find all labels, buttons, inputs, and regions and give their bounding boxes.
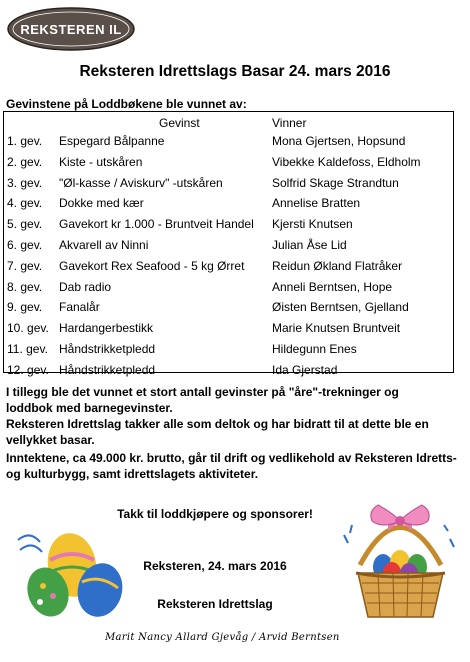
- logo-text: REKSTEREN IL: [20, 22, 122, 37]
- table-row: [4, 300, 453, 318]
- prize-name: Dokke med kær: [59, 196, 144, 211]
- intro-text: Gevinstene på Loddbøkene ble vunnet av:: [6, 97, 247, 111]
- paragraph-extra-prizes: [6, 384, 399, 416]
- prize-name: Kiste - utskåren: [59, 154, 143, 169]
- winner-name: Anneli Berntsen, Hope: [272, 279, 393, 294]
- easter-eggs-illustration: [10, 510, 130, 620]
- reksteren-logo: [6, 6, 136, 52]
- text-line: vellykket basar.: [6, 433, 95, 447]
- table-row: [4, 280, 453, 298]
- prize-rank: 9. gev.: [7, 300, 43, 315]
- table-row: [4, 321, 453, 339]
- organization-name: Reksteren Idrettslag: [157, 597, 273, 611]
- prize-rank: 1. gev.: [7, 134, 43, 148]
- winner-name: Ida Gjerstad: [272, 362, 338, 377]
- paragraph-thanks: [6, 416, 429, 448]
- prize-name: Gavekort Rex Seafood - 5 kg Ørret: [59, 258, 245, 273]
- table-row: [4, 134, 453, 152]
- prize-table: [3, 111, 454, 377]
- prize-name: Gavekort kr 1.000 - Bruntveit Handel: [59, 217, 254, 232]
- prize-name: Espegard Bålpanne: [59, 134, 165, 148]
- winner-name: Julian Åse Lid: [272, 238, 347, 252]
- winner-name: Øisten Berntsen, Gjelland: [272, 300, 409, 315]
- prize-rank: 10. gev.: [7, 321, 49, 336]
- signatures: Marit Nancy Allard Gjevåg / Arvid Berntsen: [105, 632, 340, 643]
- thanks-sponsors: Takk til loddkjøpere og sponsorer!: [117, 507, 313, 521]
- prize-rank: 2. gev.: [7, 154, 43, 169]
- winner-name: Mona Gjertsen, Hopsund: [272, 134, 406, 148]
- prize-rank: 12. gev.: [7, 362, 49, 377]
- text-line: Reksteren Idrettslag takker alle som deltok og har bidratt til at dette ble en: [6, 417, 429, 431]
- prize-rank: 11. gev.: [7, 342, 48, 356]
- header-winner: Vinner: [272, 116, 307, 130]
- winner-name: Marie Knutsen Bruntveit: [272, 321, 401, 336]
- text-line: I tillegg ble det vunnet et stort antall gevinster på "åre"-trekninger og: [6, 385, 399, 399]
- prize-name: Håndstrikketpledd: [59, 342, 156, 356]
- winner-name: Solfrid Skage Strandtun: [272, 175, 399, 190]
- prize-name: Dab radio: [59, 279, 112, 294]
- winner-name: Reidun Økland Flatråker: [272, 258, 403, 273]
- text-line: Inntektene, ca 49.000 kr. brutto, går til drift og vedlikehold av Reksteren Idretts-: [6, 451, 457, 465]
- prize-name: Hardangerbestikk: [59, 321, 154, 336]
- winner-name: Vibekke Kaldefoss, Eldholm: [272, 154, 421, 169]
- text-line: loddbok med barnegevinster.: [6, 401, 173, 415]
- prize-rank: 3. gev.: [7, 175, 43, 190]
- winner-name: Annelise Bratten: [272, 196, 361, 211]
- table-row: [4, 363, 453, 381]
- easter-basket-illustration: [338, 495, 463, 625]
- paragraph-income: [6, 450, 457, 482]
- prize-name: Akvarell av Ninni: [59, 238, 149, 252]
- prize-rank: 7. gev.: [7, 258, 43, 273]
- text-line: og kulturbygg, samt idrettslagets aktiviteter.: [6, 467, 259, 481]
- prize-rank: 4. gev.: [7, 196, 43, 211]
- prize-rank: 8. gev.: [7, 279, 43, 294]
- prize-rank: 5. gev.: [7, 217, 43, 232]
- table-row: [4, 217, 453, 235]
- prize-name: "Øl-kasse / Aviskurv" -utskåren: [59, 175, 223, 190]
- table-row: [4, 342, 453, 360]
- table-row: [4, 176, 453, 194]
- page-title: Reksteren Idrettslags Basar 24. mars 2016: [79, 63, 391, 80]
- place-date: Reksteren, 24. mars 2016: [143, 559, 287, 573]
- table-row: [4, 155, 453, 173]
- table-row: [4, 196, 453, 214]
- table-row: [4, 238, 453, 256]
- header-prize: Gevinst: [159, 116, 200, 130]
- prize-name: Fanalår: [59, 300, 100, 315]
- prize-name: Håndstrikketpledd: [59, 362, 156, 377]
- winner-name: Hildegunn Enes: [272, 342, 357, 356]
- prize-rank: 6. gev.: [7, 238, 43, 252]
- winner-name: Kjersti Knutsen: [272, 217, 353, 232]
- table-row: [4, 259, 453, 277]
